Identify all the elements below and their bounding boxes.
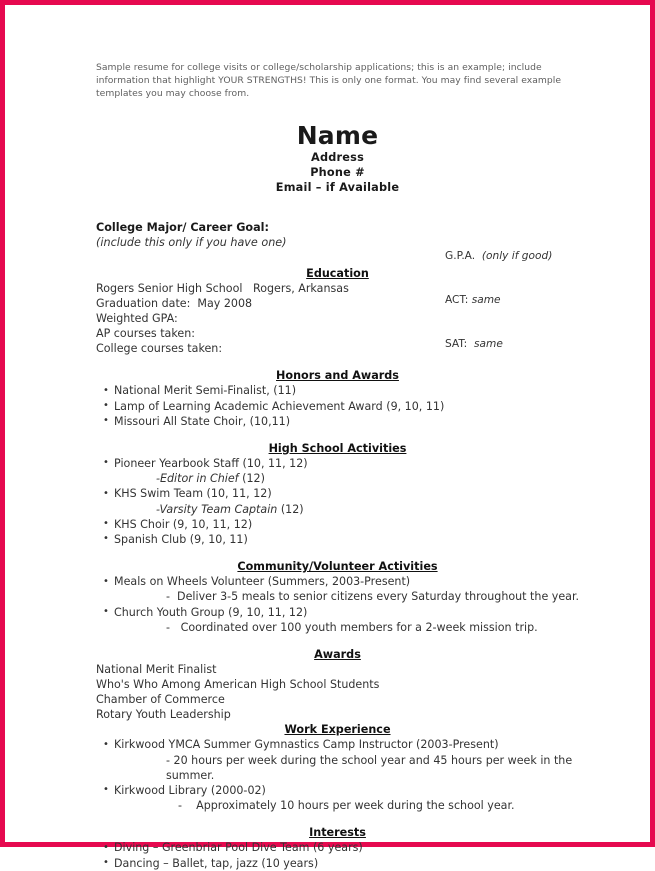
intro-paragraph: Sample resume for college visits or college/scholarship applications; this is an example; include information that highlight YOUR STRENGTHS! This is only one format. You may find several example templates you may choose from. [96, 62, 562, 100]
education-line: Graduation date: May 2008 [96, 296, 253, 310]
career-goal-title: College Major/ Career Goal: [96, 220, 269, 234]
education-line: AP courses taken: [96, 327, 195, 341]
header-phone: Phone # [310, 166, 365, 180]
sat-value: same [473, 337, 503, 350]
list-item: • Spanish Club (9, 10, 11) [96, 532, 583, 547]
education-line: Weighted GPA: [96, 312, 178, 326]
act-line [445, 293, 645, 308]
gpa-note: (only if good) [481, 250, 553, 263]
awards-line: Rotary Youth Leadership [96, 708, 231, 722]
list-item: • Meals on Wheels Volunteer (Summers, 2003-Present) [96, 574, 583, 589]
subitem-role: -Editor in Chief [156, 472, 239, 486]
awards-line: National Merit Finalist [96, 662, 217, 676]
header-email: Email – if Available [275, 181, 400, 195]
document-content [96, 61, 583, 871]
list-item: • National Merit Semi-Finalist, (11) [96, 383, 583, 398]
header-address: Address [311, 150, 364, 164]
subitem-role: -Varsity Team Captain [156, 502, 278, 516]
awards-line: Chamber of Commerce [96, 693, 225, 707]
section-heading-community: Community/Volunteer Activities [237, 560, 438, 574]
list-subitem [96, 502, 583, 517]
honors-list [96, 383, 583, 429]
activities-list [96, 456, 583, 547]
gpa-label: G.P.A. [445, 250, 476, 263]
education-line: College courses taken: [96, 342, 223, 356]
list-item: • Dancing – Ballet, tap, jazz (10 years) [96, 856, 583, 871]
list-item: • KHS Swim Team (10, 11, 12) [96, 486, 583, 501]
sat-line [445, 337, 645, 352]
section-heading-activities: High School Activities [268, 441, 407, 455]
career-goal-block [96, 220, 426, 250]
list-item: • Lamp of Learning Academic Achievement Award (9, 10, 11) [96, 399, 583, 414]
list-item: • Kirkwood Library (2000-02) [96, 783, 583, 798]
page-title: Name [296, 120, 379, 150]
section-heading-interests: Interests [309, 826, 366, 840]
community-list [96, 574, 583, 635]
list-item: • KHS Choir (9, 10, 11, 12) [96, 517, 583, 532]
sat-label: SAT: [445, 337, 468, 350]
section-heading-honors: Honors and Awards [276, 369, 399, 383]
subitem-years: (12) [277, 502, 304, 516]
act-value: same [471, 293, 501, 306]
list-subitem: - Coordinated over 100 youth members for a 2-week mission trip. [166, 620, 538, 634]
list-item: • Church Youth Group (9, 10, 11, 12) [96, 605, 583, 620]
education-line: Rogers Senior High School Rogers, Arkansas [96, 281, 349, 295]
page-border-right [650, 0, 655, 847]
list-item: • Missouri All State Choir, (10,11) [96, 414, 583, 429]
section-heading-work: Work Experience [284, 723, 391, 737]
awards-line: Who's Who Among American High School Students [96, 678, 380, 692]
work-list [96, 737, 583, 813]
list-subitem [96, 471, 583, 486]
list-subitem-continuation: summer. [166, 768, 215, 782]
interests-list [96, 840, 583, 870]
document-sheet [5, 5, 650, 870]
gpa-line [445, 249, 645, 264]
act-label: ACT: [445, 293, 469, 306]
resume-header [96, 121, 583, 196]
list-item: • Kirkwood YMCA Summer Gymnastics Camp Instructor (2003-Present) [96, 737, 583, 752]
list-item: • Diving – Greenbriar Pool Dive Team (6 years) [96, 840, 583, 855]
list-subitem: - Approximately 10 hours per week during the school year. [178, 799, 515, 813]
test-scores-block [445, 220, 645, 381]
subitem-years: (12) [238, 472, 265, 486]
career-goal-subtitle: (include this only if you have one) [96, 235, 287, 249]
section-heading-awards: Awards [314, 647, 361, 661]
list-subitem: - Deliver 3-5 meals to senior citizens every Saturday throughout the year. [166, 590, 580, 604]
section-heading-education: Education [306, 266, 369, 280]
list-subitem: - 20 hours per week during the school year and 45 hours per week in the [166, 753, 573, 767]
list-item: • Pioneer Yearbook Staff (10, 11, 12) [96, 456, 583, 471]
awards-lines [96, 662, 583, 722]
